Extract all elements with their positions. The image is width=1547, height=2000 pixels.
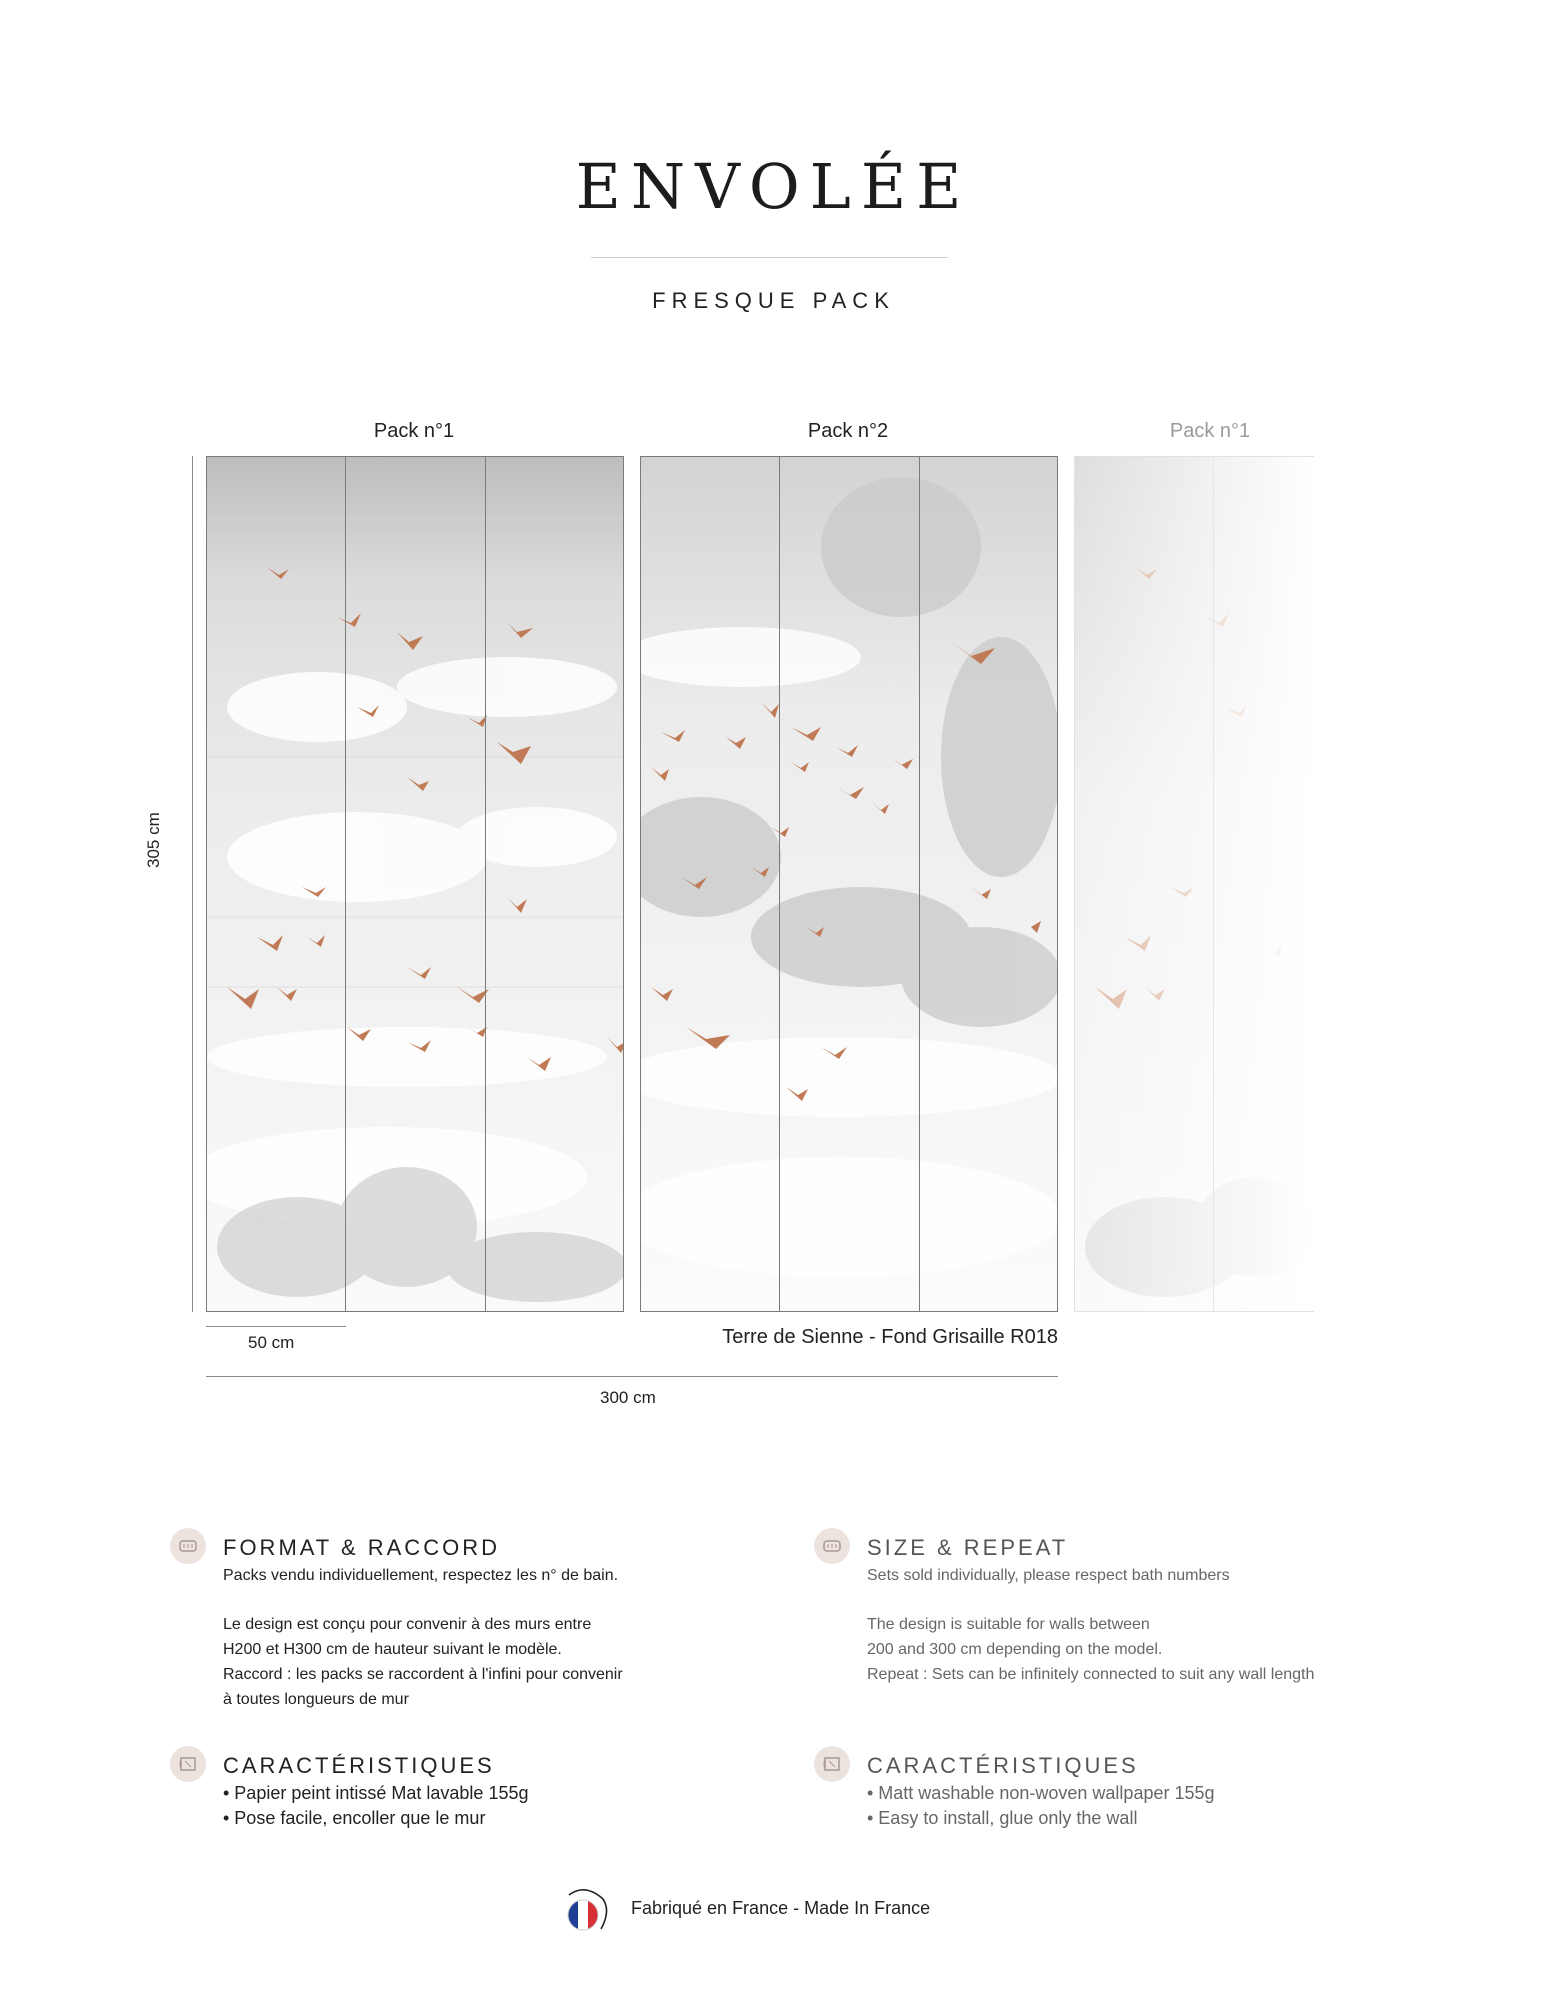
format-body-fr: Le design est conçu pour convenir à des murs entre H200 et H300 cm de hauteur suivant le modèle. Raccord : les packs se raccordent à l'infini pour convenir à toutes longueurs de mur bbox=[223, 1616, 623, 1708]
sky-artwork-3 bbox=[1075, 457, 1314, 1312]
pack-panel-3-faded bbox=[1074, 456, 1314, 1312]
strip-divider bbox=[779, 457, 780, 1311]
strip-divider bbox=[919, 457, 920, 1311]
format-title-en: SIZE & REPEAT bbox=[867, 1535, 1069, 1560]
strip-width-label: 50 cm bbox=[248, 1333, 295, 1352]
strip-divider bbox=[485, 457, 486, 1311]
height-dimension-label: 305 cm bbox=[144, 812, 163, 868]
strip-width-dimension-line bbox=[206, 1326, 346, 1327]
total-width-label: 300 cm bbox=[600, 1388, 656, 1407]
height-dimension-line bbox=[192, 456, 193, 1312]
format-line1-en: Sets sold individually, please respect bath numbers bbox=[867, 1567, 1230, 1584]
format-body-en: The design is suitable for walls between 200 and 300 cm depending on the model. Repeat : Sets can be infinitely connected to suit any wall length bbox=[867, 1616, 1315, 1683]
total-width-dimension-line bbox=[206, 1376, 1058, 1377]
tape-measure-icon bbox=[170, 1528, 206, 1564]
page-subtitle: FRESQUE PACK bbox=[652, 288, 895, 313]
title-divider bbox=[591, 257, 948, 258]
features-item-fr: • Papier peint intissé Mat lavable 155g bbox=[223, 1783, 529, 1803]
footer-made-in-france: Fabriqué en France - Made In France bbox=[631, 1898, 931, 1918]
features-title-en: CARACTÉRISTIQUES bbox=[867, 1753, 1139, 1778]
features-title-fr: CARACTÉRISTIQUES bbox=[223, 1753, 495, 1778]
wallpaper-roll-icon bbox=[814, 1746, 850, 1782]
format-title-fr: FORMAT & RACCORD bbox=[223, 1535, 500, 1560]
colorway-label: Terre de Sienne - Fond Grisaille R018 bbox=[722, 1326, 1058, 1348]
sky-artwork-2 bbox=[641, 457, 1058, 1312]
strip-divider bbox=[1213, 457, 1214, 1311]
sky-artwork-1 bbox=[207, 457, 624, 1312]
wallpaper-roll-icon bbox=[170, 1746, 206, 1782]
strip-divider bbox=[345, 457, 346, 1311]
format-line1-fr: Packs vendu individuellement, respectez les n° de bain. bbox=[223, 1567, 619, 1584]
pack-label-3: Pack n°1 bbox=[1169, 420, 1251, 442]
french-flag-icon bbox=[557, 1881, 617, 1941]
made-in-france-badge bbox=[557, 1881, 617, 1941]
pack-label-2: Pack n°2 bbox=[807, 420, 889, 442]
features-item-en: • Matt washable non-woven wallpaper 155g bbox=[867, 1783, 1215, 1803]
pack-label-1: Pack n°1 bbox=[373, 420, 455, 442]
features-item-fr: • Pose facile, encoller que le mur bbox=[223, 1808, 486, 1828]
pack-panel-1 bbox=[206, 456, 624, 1312]
pack-panel-2 bbox=[640, 456, 1058, 1312]
tape-measure-icon bbox=[814, 1528, 850, 1564]
features-item-en: • Easy to install, glue only the wall bbox=[867, 1808, 1138, 1828]
brand-title: ENVOLÉE bbox=[575, 150, 972, 223]
